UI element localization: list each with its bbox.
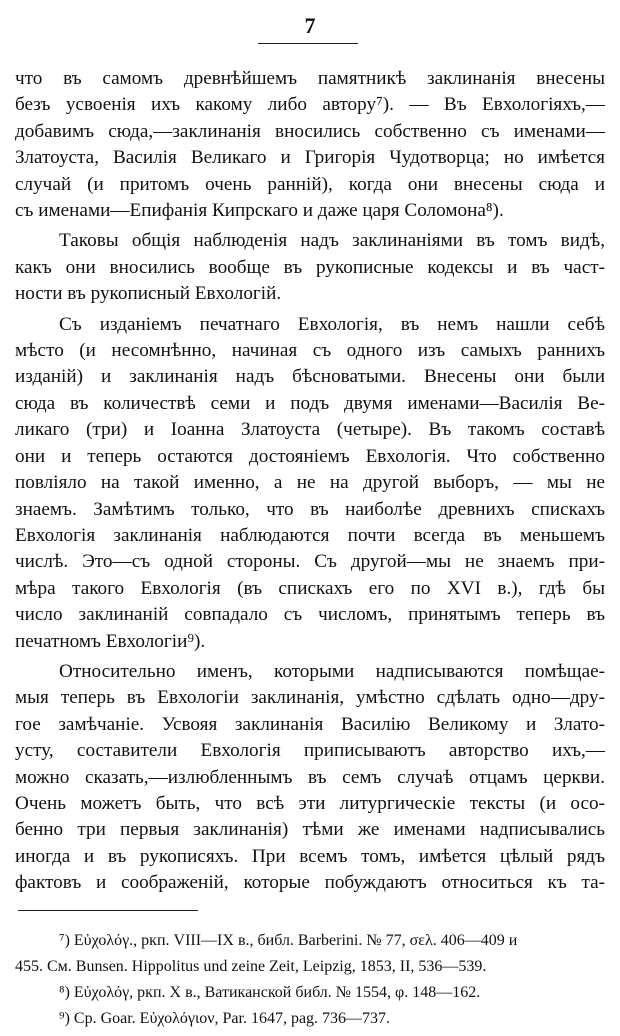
text-line: числѣ. Это—съ одной стороны. Съ другой—мы не знаемъ при- (15, 551, 605, 573)
text-line: добавимъ сюда,—заклинанія вносились собственно съ именами— (15, 120, 605, 142)
text-line: съ именами—Епифанія Кипрскаго и даже царя Соломона⁸). (15, 200, 504, 222)
body-text (15, 66, 605, 897)
text-line: мѣра такого Евхологія (въ спискахъ его по XVI в.), гдѣ бы (15, 577, 605, 599)
text-line: гое замѣчаніе. Усвояя заклинанія Василію Великому и Злато- (15, 713, 605, 735)
text-line: ности въ рукописный Евхологій. (15, 283, 282, 305)
text-line: можно сказать,—излюбленнымъ въ семъ случаѣ отцамъ церкви. (15, 766, 605, 788)
paragraph (15, 66, 605, 224)
header-rule (258, 43, 358, 44)
text-line: Златоуста, Василія Великаго и Григорія Чудотворца; но имѣется (15, 147, 605, 169)
text-line: Очень можетъ быть, что всѣ эти литургическіе тексты (и осо- (15, 792, 605, 814)
text-line: повліяло на такой именно, а не на другой выборъ, — мы не (15, 472, 605, 494)
text-line: что въ самомъ древнѣйшемъ памятникѣ заклинанія внесены (15, 68, 605, 89)
text-line: какъ они вносились вообще въ рукописные кодексы и въ част- (15, 256, 605, 278)
text-line: Съ изданіемъ печатнаго Евхологія, въ немъ нашли себѣ (59, 313, 605, 335)
text-line: мѣсто (и несомнѣнно, начиная съ одного изъ самыхъ раннихъ (15, 340, 605, 362)
footnote-line: 455. См. Bunsen. Hippolitus und zeine Zeit, Leipzig, 1853, II, 536—539. (15, 958, 487, 975)
text-line: печатномъ Евхологіи⁹). (15, 630, 206, 652)
text-line: число заклинаній совпадало съ числомъ, принятымъ теперь въ (15, 604, 605, 626)
text-line: они и теперь остаются достояніемъ Евхологія. Что собственно (15, 445, 605, 467)
text-line: иногда и въ рукописяхъ. При всемъ томъ, имѣется цѣлый рядъ (15, 845, 605, 867)
footnote-line: ⁸) Εὐχολόγ, ркп. X в., Ватиканской библ. № 1554, φ. 148—162. (59, 984, 481, 1001)
text-line: Относительно именъ, которыми надписываются помѣщае- (59, 660, 605, 682)
footnote-line: ⁹) Ср. Goar. Εὐχολόγιον, Par. 1647, pag. 736—737. (59, 1010, 391, 1027)
text-line: безъ усвоенія ихъ какому либо автору⁷). — Въ Евхологіяхъ,— (15, 94, 605, 116)
text-line: фактовъ и соображеній, которые побуждаютъ относиться къ та- (15, 872, 605, 894)
paragraph (15, 659, 605, 897)
paragraph (15, 228, 605, 307)
text-line: ликаго (три) и Іоанна Златоуста (четыре). Въ такомъ составѣ (15, 419, 605, 441)
text-line: случай (и притомъ очень ранній), когда они внесены сюда и (15, 173, 605, 195)
footnote-rule (18, 910, 198, 911)
text-line: мыя теперь въ Евхологіи заклинанія, умѣстно сдѣлать одно—дру- (15, 687, 605, 709)
text-line: бенно три первыя заклинанія) тѣми же именами надписывались (15, 819, 605, 841)
text-line: сюда въ количествѣ семи и подъ двумя именами—Василія Ве- (15, 392, 605, 414)
text-line: Евхологія заклинанія наблюдаются почти всегда въ меньшемъ (15, 524, 605, 546)
page-number: 7 (304, 13, 316, 38)
text-line: знаемъ. Замѣтимъ только, что въ наиболѣе древнихъ спискахъ (15, 498, 605, 520)
text-line: Таковы общія наблюденія надъ заклинаніями въ томъ видѣ, (59, 230, 605, 252)
paragraph (15, 312, 605, 655)
text-line: усту, составители Евхологія приписываютъ авторство ихъ,— (15, 740, 605, 762)
text-line: изданій) и заклинанія надъ бѣсноватыми. Внесены они были (15, 366, 605, 388)
footnote-line: ⁷) Εὐχολόγ., ркп. VIII—IX в., библ. Barberini. № 77, σελ. 406—409 и (59, 932, 518, 949)
footnotes (15, 928, 605, 1032)
